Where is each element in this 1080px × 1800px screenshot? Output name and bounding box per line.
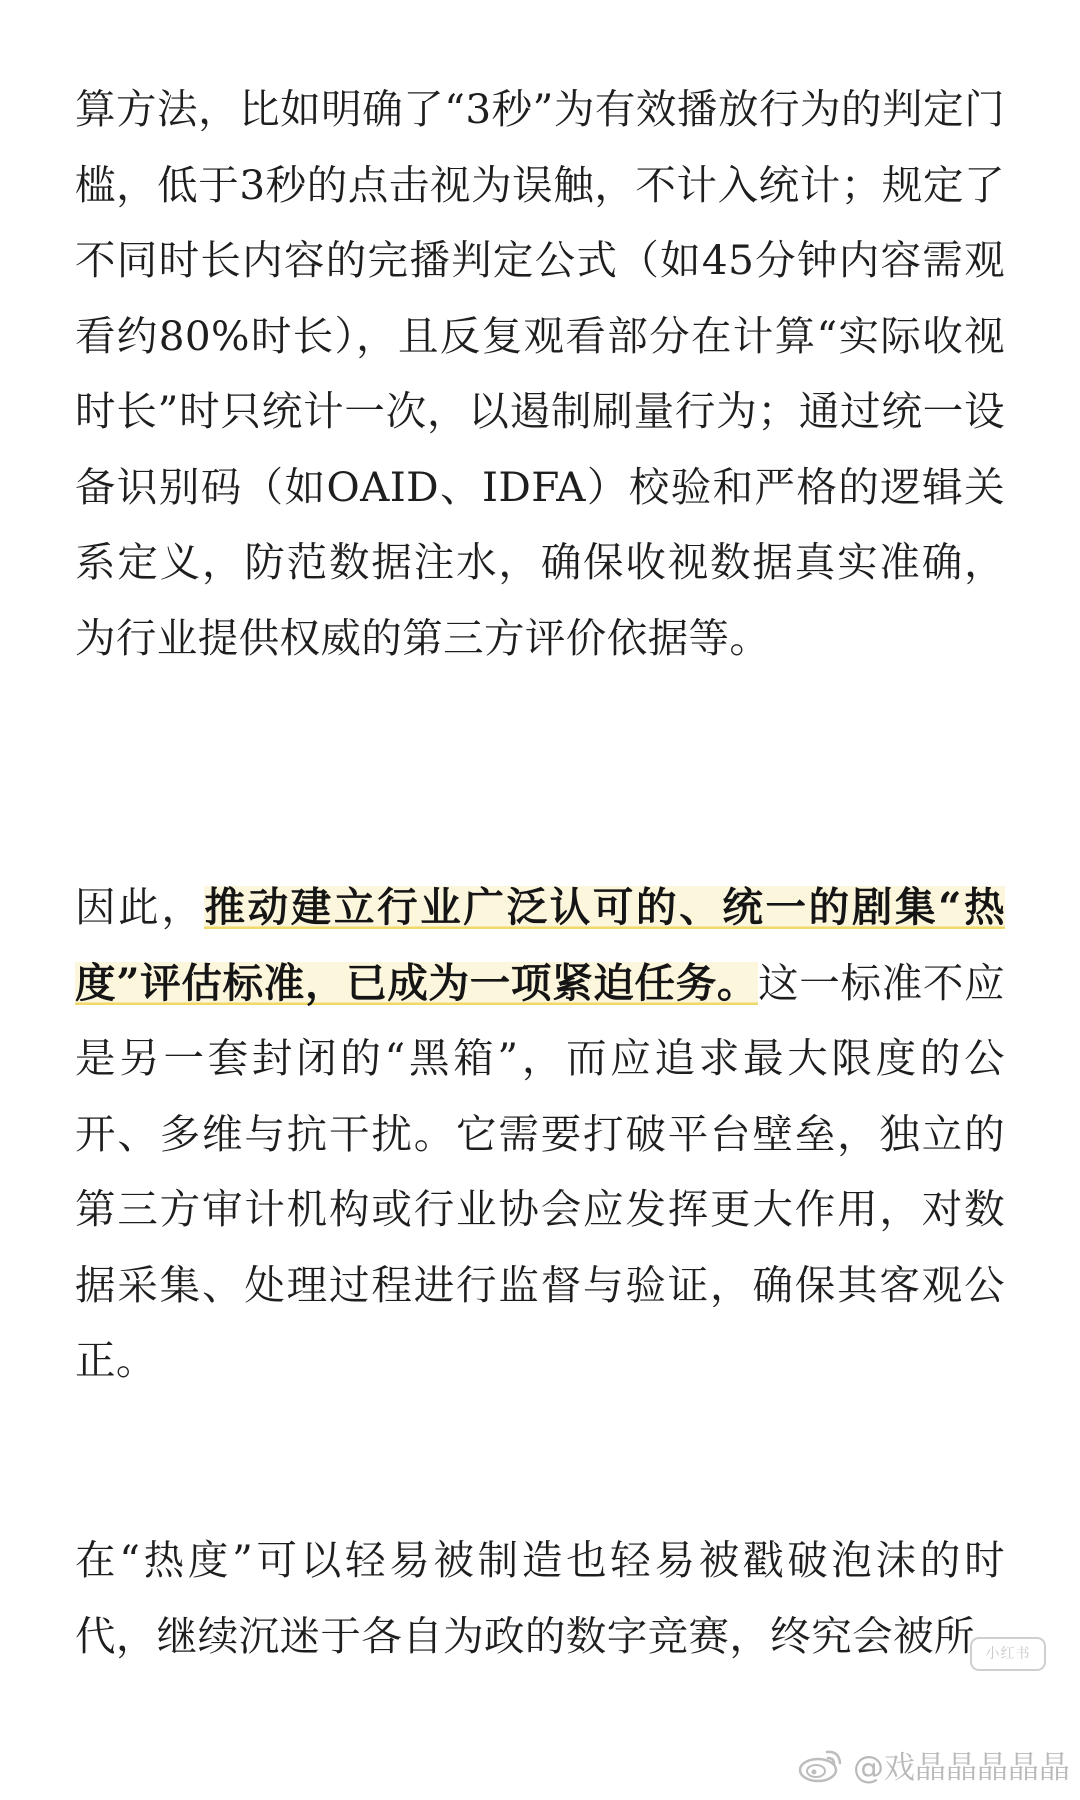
paragraph-2-lead: 因此， <box>75 883 205 931</box>
weibo-watermark <box>797 1742 1070 1786</box>
paragraph-1-text: 算方法，比如明确了“3秒”为有效播放行为的判定门槛，低于3秒的点击视为误触，不计入统计；规定了不同时长内容的完播判定公式（如45分钟内容需观看约80%时长），且反复观看部分在计算“实际收视时长”时只统计一次，以遏制刷量行为；通过统一设备识别码（如OAID、IDFA）校验和严格的逻辑关系定义，防范数据注水，确保收视数据真实准确，为行业提供权威的第三方评价依据等。 <box>75 85 1005 662</box>
paragraph-2-rest: 这一标准不应是另一套封闭的“黑箱”，而应追求最大限度的公开、多维与抗干扰。它需要打破平台壁垒，独立的第三方审计机构或行业协会应发挥更大作用，对数据采集、处理过程进行监督与验证，确保其客观公正。 <box>75 958 1005 1384</box>
paragraph-3 <box>75 1523 1005 1674</box>
weibo-logo-icon <box>797 1744 845 1784</box>
paragraph-3-text: 在“热度”可以轻易被制造也轻易被戳破泡沫的时代，继续沉迷于各自为政的数字竞赛，终究会被所 <box>75 1536 1005 1660</box>
watermark-account: @戏晶晶晶晶晶 <box>853 1749 1070 1786</box>
xiaohongshu-watermark-badge: 小红书 <box>970 1637 1046 1671</box>
paragraph-1 <box>75 72 1005 676</box>
paragraph-2 <box>75 870 1005 1399</box>
highlighted-sentence: 推动建立行业广泛认可的、统一的剧集“热度”评估标准，已成为一项紧迫任务。 <box>75 883 1005 1007</box>
